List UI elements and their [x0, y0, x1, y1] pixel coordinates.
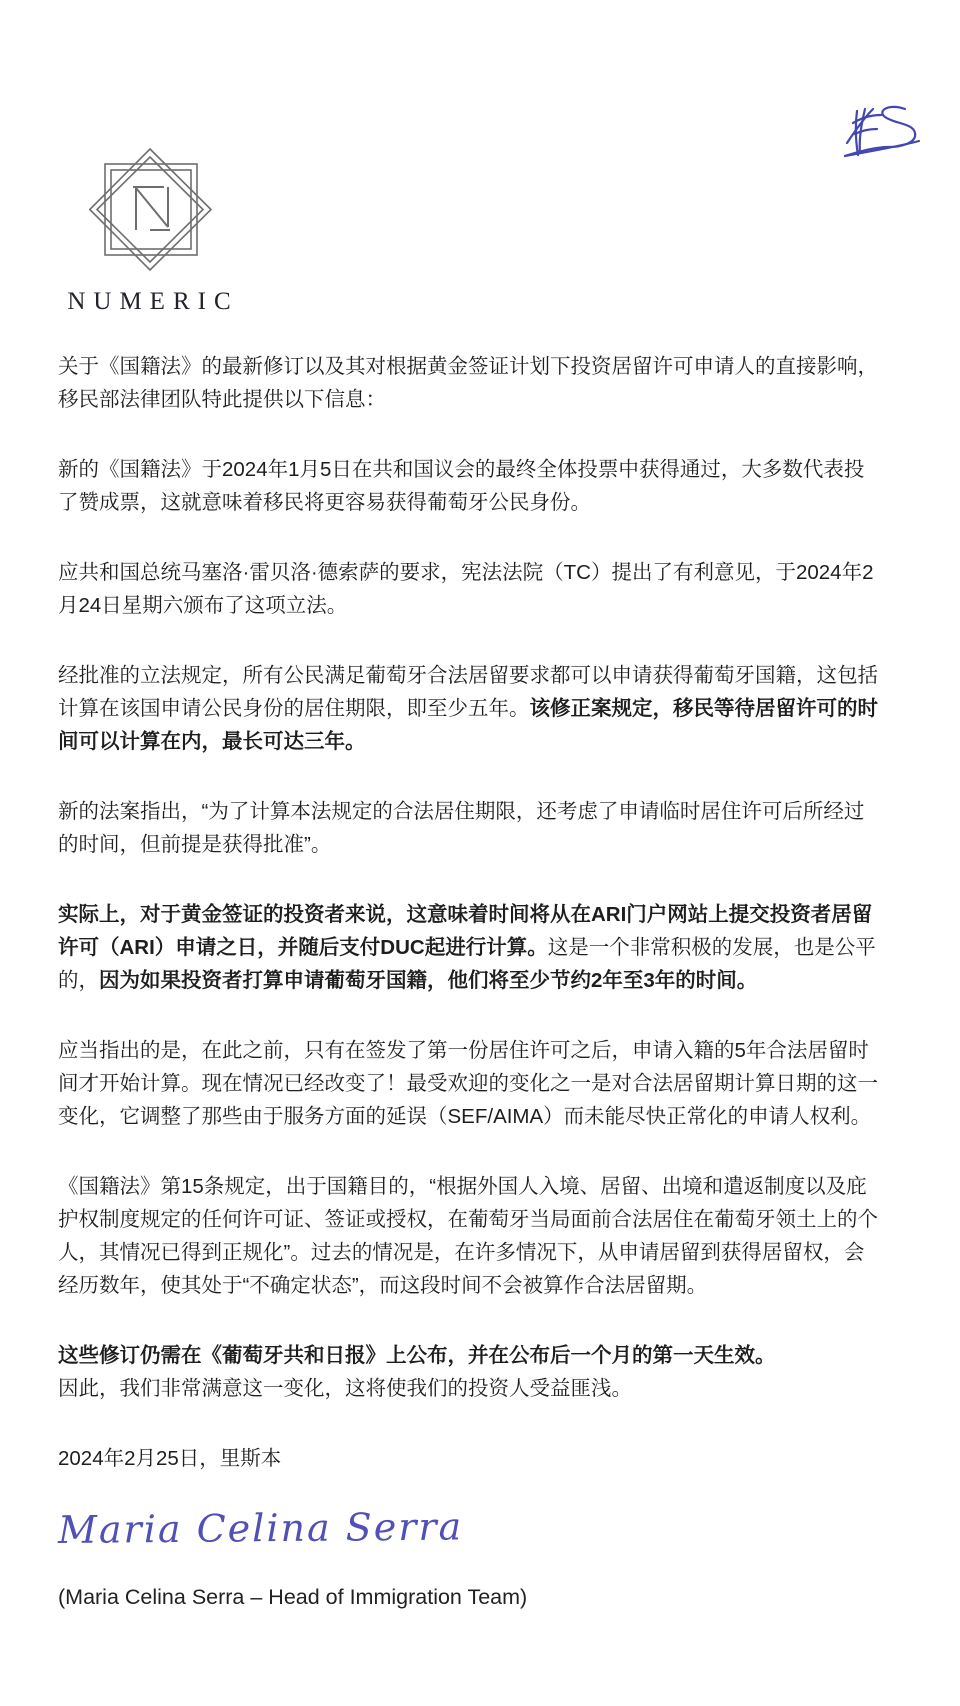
text-run-bold: 实际上，对于黄金签证的投资者来说，这意味着时间将从在ARI门户网站上提交投资者居留许可（ARI）申请之日，并随后支付DUC起进行计算。 — [58, 903, 873, 959]
letter-body — [58, 350, 882, 1614]
handwritten-signature: Maria Celina Serra — [57, 1504, 464, 1552]
logo-square-outer — [105, 164, 197, 255]
paragraph-before-change — [58, 1034, 882, 1133]
logo-diamond-inner — [97, 157, 203, 262]
text-run: 应共和国总统马塞洛·雷贝洛·德索萨的要求，宪法法院（TC）提出了有利意见，于2024年2月24日星期六颁布了这项立法。 — [58, 561, 874, 617]
text-run: 关于《国籍法》的最新修订以及其对根据黄金签证计划下投资居留许可申请人的直接影响，移民部法律团队特此提供以下信息： — [58, 355, 878, 411]
text-run-bold: 这些修订仍需在《葡萄牙共和日报》上公布，并在公布后一个月的第一天生效。 — [58, 1344, 776, 1367]
text-run: 因此，我们非常满意这一变化，这将使我们的投资人受益匪浅。 — [58, 1377, 632, 1400]
signature-caption: (Maria Celina Serra – Head of Immigration Team) — [58, 1585, 528, 1609]
paragraph-law-passed — [58, 453, 882, 519]
logo-diamond-outer — [90, 149, 211, 270]
text-run: 这是一个非常积极的发展，也是公平的， — [58, 936, 876, 992]
text-run: 新的《国籍法》于2024年1月5日在共和国议会的最终全体投票中获得通过，大多数代表投了赞成票，这就意味着移民将更容易获得葡萄牙公民身份。 — [58, 458, 865, 514]
paragraph-intro — [58, 350, 882, 416]
paragraph-new-bill — [58, 795, 882, 861]
logo-square-inner — [111, 170, 191, 249]
paragraph-president — [58, 556, 882, 622]
dateline: 2024年2月25日，里斯本 — [58, 1447, 282, 1470]
paragraph-golden-visa — [58, 898, 882, 997]
text-run: 《国籍法》第15条规定，出于国籍目的，“根据外国人入境、居留、出境和遣返制度以及庇护权制度规定的任何许可证、签证或授权，在葡萄牙当局面前合法居住在葡萄牙领土上的个人，其情况已得到正规化”。过去的情况是，在许多情况下，从申请居留到获得居留权，会经历数年，使其处于“不确定状态”，而这段时间不会被算作合法居留期。 — [58, 1175, 878, 1297]
text-run: 应当指出的是，在此之前，只有在签发了第一份居住许可之后，申请入籍的5年合法居留时间才开始计算。现在情况已经改变了！最受欢迎的变化之一是对合法居留期计算日期的这一变化，它调整了那些由于服务方面的延误（SEF/AIMA）而未能尽快正常化的申请人权利。 — [58, 1039, 878, 1128]
paragraph-article-15 — [58, 1170, 882, 1302]
paragraph-effective-date — [58, 1339, 882, 1405]
text-run: 新的法案指出，“为了计算本法规定的合法居住期限，还考虑了申请临时居住许可后所经过的时间，但前提是获得批准”。 — [58, 800, 865, 856]
brand-name: NUMERIC — [67, 288, 239, 315]
text-run: 经批准的立法规定，所有公民满足葡萄牙合法居留要求都可以申请获得葡萄牙国籍，这包括计算在该国申请公民身份的居住期限，即至少五年。 — [58, 664, 878, 720]
initials-signature-icon — [843, 103, 923, 165]
logo-letter-n — [133, 187, 170, 230]
paragraph-legislation — [58, 659, 882, 758]
text-run-bold: 因为如果投资者打算申请葡萄牙国籍，他们将至少节约2年至3年的时间。 — [99, 969, 758, 992]
text-run-bold: 该修正案规定，移民等待居留许可的时间可以计算在内，最长可达三年。 — [58, 697, 878, 753]
numeric-logo-icon — [89, 146, 214, 274]
